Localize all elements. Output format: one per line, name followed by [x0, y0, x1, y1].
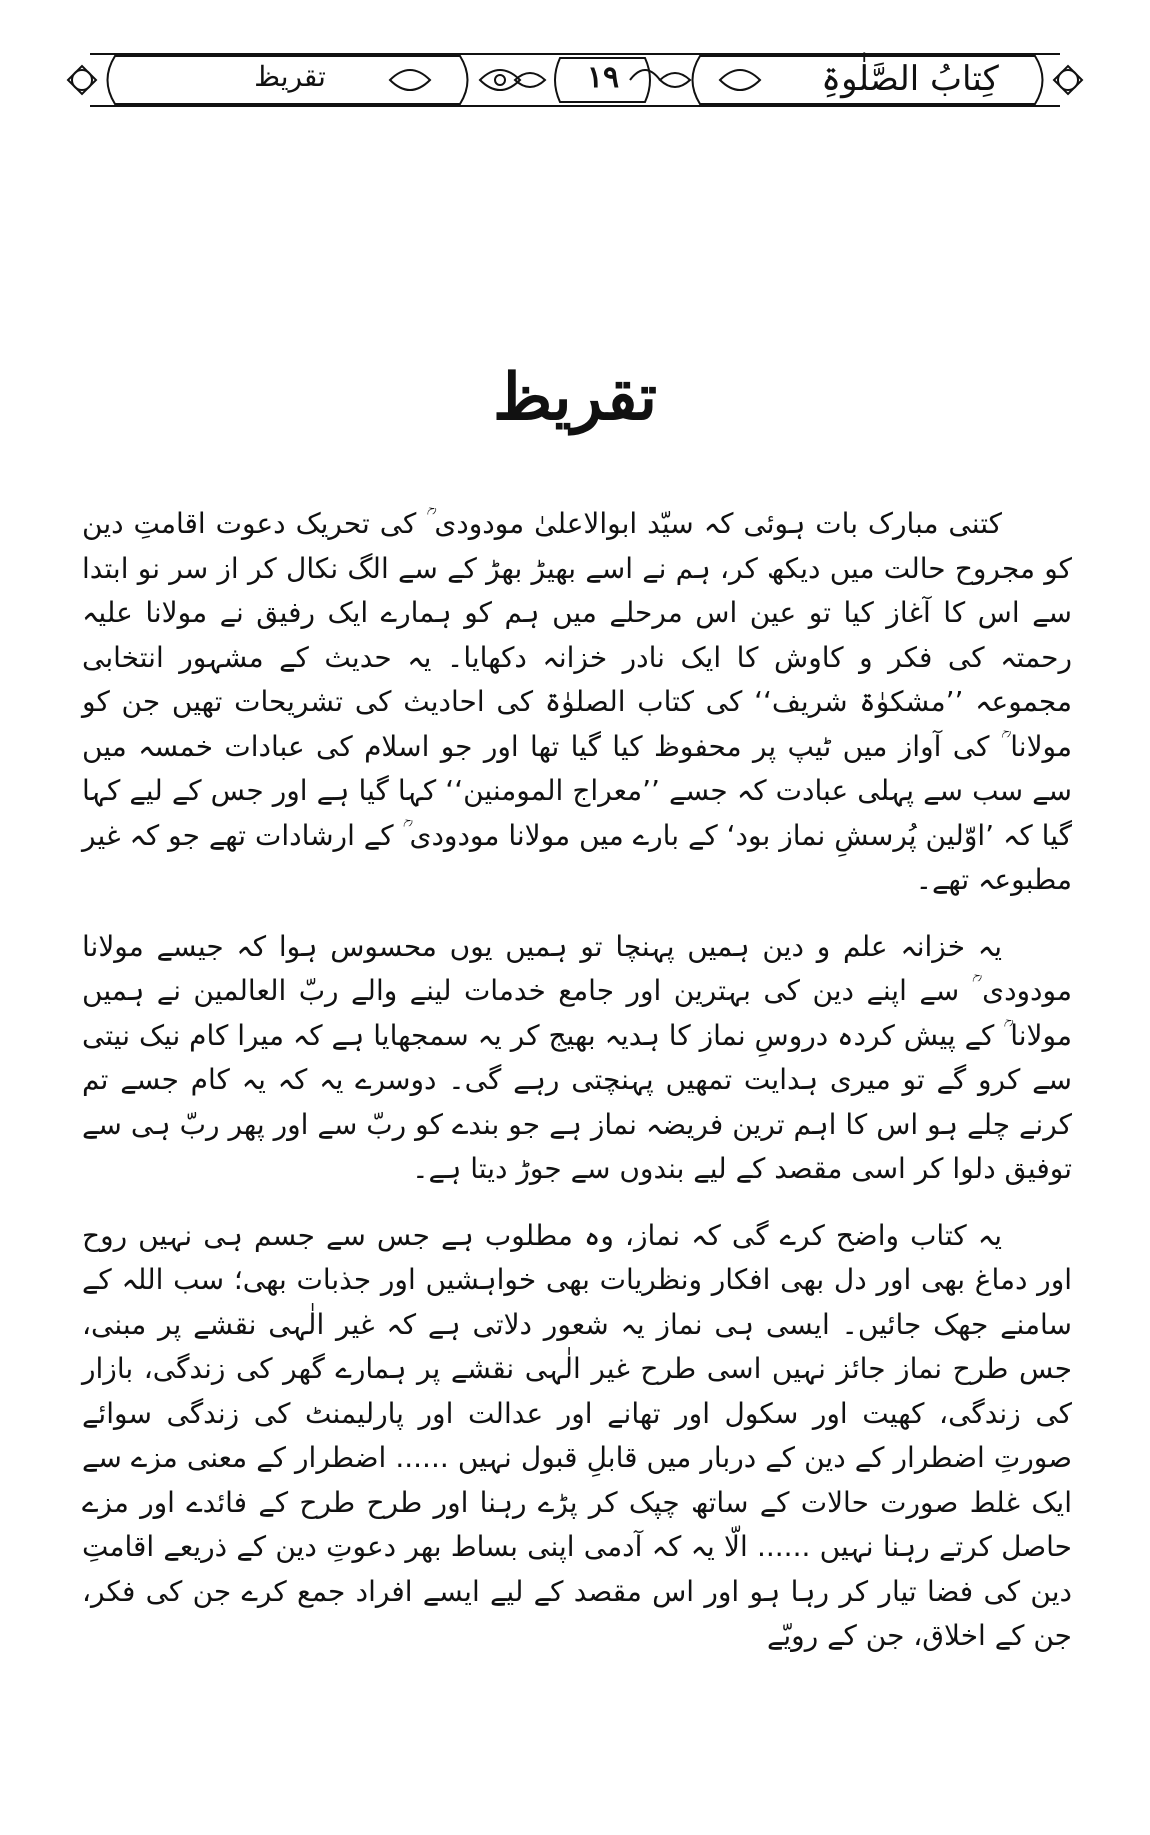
paragraph-3: یہ کتاب واضح کرے گی کہ نماز، وہ مطلوب ہے جس سے جسم ہی نہیں روح اور دماغ بھی اور دل بھی افکار ونظریات بھی خواہشیں اور جذبات بھی؛ سب اللہ کے سامنے جھک جائیں۔ ایسی ہی نماز یہ شعور دلاتی ہے کہ غیر الٰہی نقشے پر مبنی، جس طرح نماز جائز نہیں اسی طرح غیر الٰہی نقشے پر ہمارے گھر کی زندگی، بازار کی زندگی، کھیت اور سکول اور تھانے اور عدالت اور پارلیمنٹ کی زندگی سوائے صورتِ اضطرار کے دین کے دربار میں قابلِ قبول نہیں ...... اضطرار کے معنی مزے سے ایک غلط صورت حالات کے ساتھ چپک کر پڑے رہنا اور طرح طرح کے فائدے اور مزے حاصل کرتے رہنا نہیں ...... الّا یہ کہ آدمی اپنی بساط بھر دعوتِ دین کے ذریعے اقامتِ دین کی فضا تیار کر رہا ہو اور اس مقصد کے لیے ایسے افراد جمع کرے جن کی فکر، جن کے اخلاق، جن کے رویّے — [82, 1218, 1072, 1652]
page-title: تقریظ — [492, 360, 658, 435]
body-text — [82, 502, 1072, 1681]
book-title: كِتابُ الصَّلٰوۃِ — [821, 59, 999, 99]
paragraph-2: یہ خزانہ علم و دین ہمیں پہنچا تو ہمیں یوں محسوس ہوا کہ جیسے مولانا مودودی ؒ سے اپنے دین کی بہترین اور جامع خدمات لینے والے ربّ العالمین نے ہمیں مولانا ؒ کے پیش کردہ دروسِ نماز کا ہدیہ بھیج کر یہ سمجھایا ہے کہ میرا کام نیک نیتی سے کرو گے تو میری ہدایت تمھیں پہنچتی رہے گی۔ دوسرے یہ کہ یہ کام جسے تم کرنے چلے ہو اس کا اہم ترین فریضہ نماز ہے جو بندے کو ربّ سے اور پھر ربّ ہی سے توفیق دلوا کر اسی مقصد کے لیے بندوں سے جوڑ دیتا ہے۔ — [82, 929, 1072, 1185]
section-title: تقریظ — [254, 60, 326, 93]
running-header — [60, 44, 1090, 116]
paragraph-1: کتنی مبارک بات ہوئی کہ سیّد ابوالاعلیٰ مودودی ؒ کی تحریک دعوت اقامتِ دین کو مجروح حالت میں دیکھ کر، ہم نے اسے بھیڑ بھڑ کے سے الگ نکال کر از سر نو ابتدا سے اس کا آغاز کیا تو عین اس مرحلے میں ہم کو ہمارے ایک رفیق نے مولانا علیہ رحمتہ کی فکر و کاوش کا ایک نادر خزانہ دکھایا۔ یہ حدیث کے مشہور انتخابی مجموعہ ’’مشکوٰۃ شریف‘‘ کی کتاب الصلوٰۃ کی احادیث کی تشریحات تھیں جن کو مولانا ؒ کی آواز میں ٹیپ پر محفوظ کیا گیا تھا اور جو اسلام کی عبادات خمسہ میں سے سب سے پہلی عبادت کہ جسے ’’معراج المومنین‘‘ کہا گیا ہے اور جس کے لیے کہا گیا کہ ’اوّلین پُرسشِ نماز بود‘ کے بارے میں مولانا مودودی ؒ کے ارشادات تھے جو کہ غیر مطبوعہ تھے۔ — [82, 507, 1072, 896]
page-number: ۱۹ — [586, 60, 620, 95]
